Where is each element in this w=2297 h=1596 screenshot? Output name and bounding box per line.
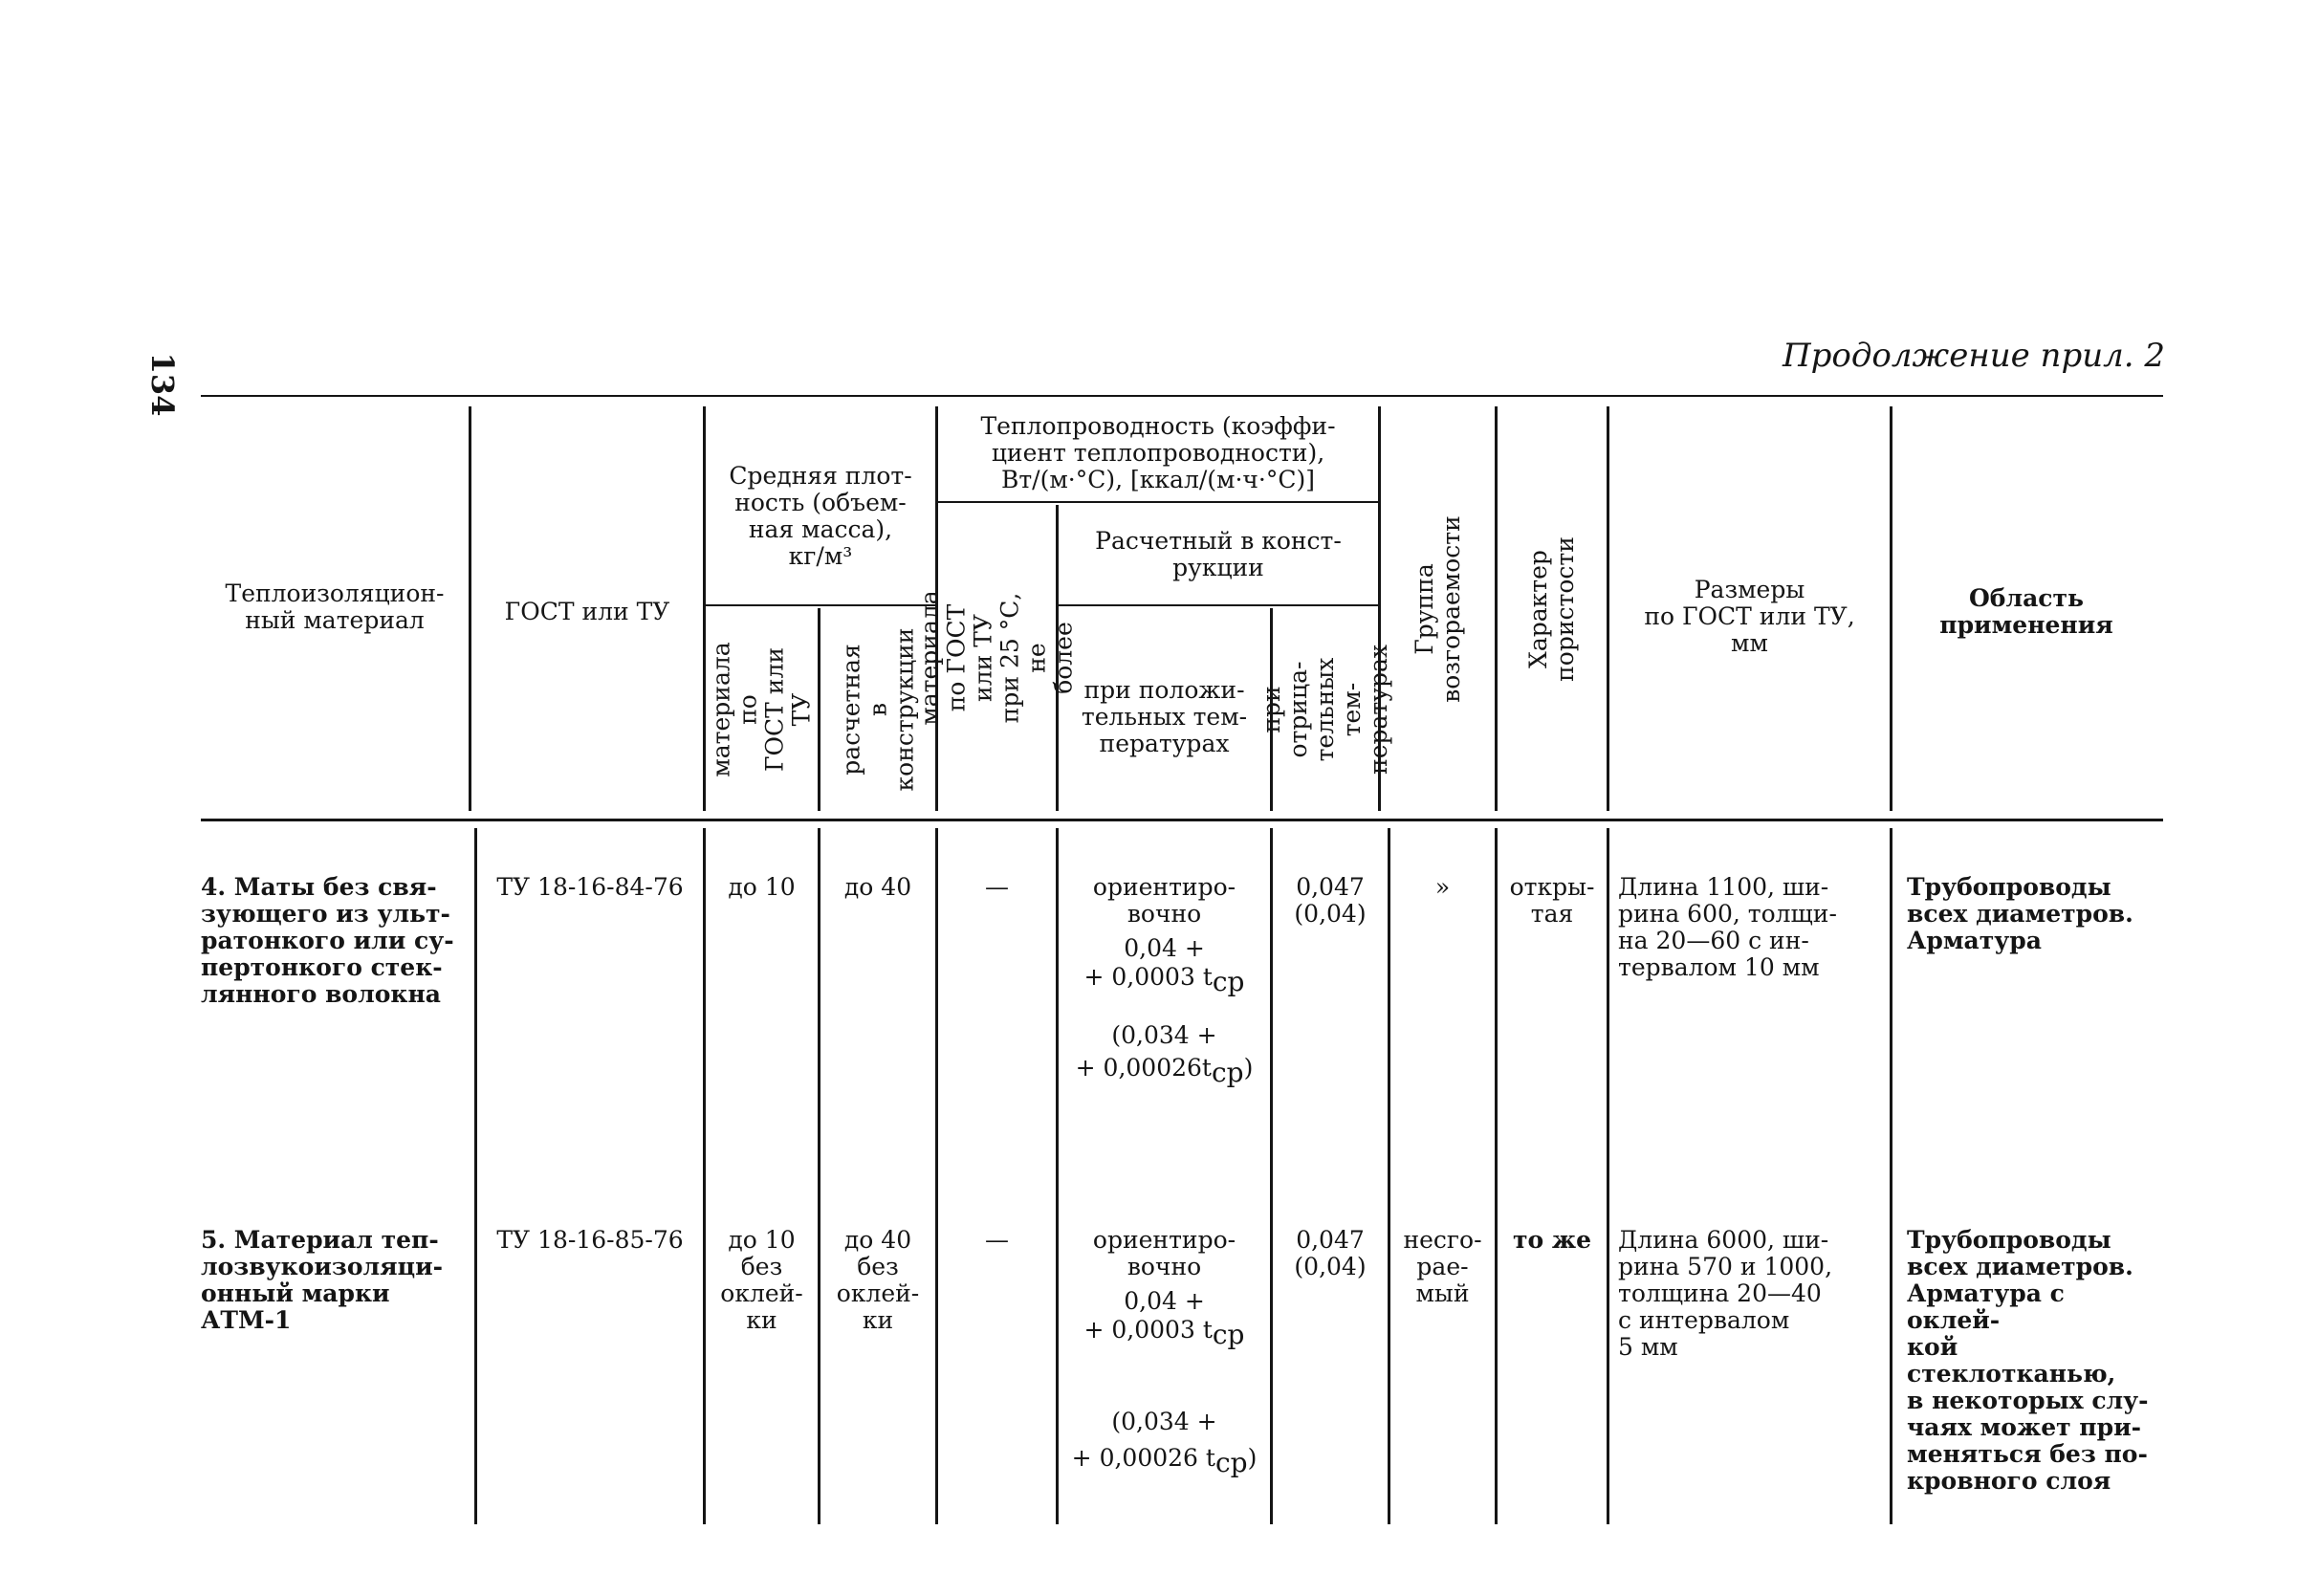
header-conductivity: Теплопроводность (коэффи- циент теплопроводности), Вт/(м·°С), [ккал/(м·ч·°С)]: [980, 412, 1336, 493]
row-5-dimensions: Длина 6000, ши- рина 570 и 1000, толщина 20—40 с интервалом 5 мм: [1618, 1226, 1833, 1361]
row-4-approx: ориентиро- вочно: [1092, 873, 1236, 928]
row-4-flammability: »: [1434, 873, 1451, 901]
body-divider-10: [1890, 828, 1892, 1524]
header-density: Средняя плот- ность (объем- ная масса), кг/м³: [729, 462, 912, 570]
row-5-density-material: до 10 без оклей- ки: [720, 1226, 803, 1334]
body-divider-8: [1495, 828, 1498, 1524]
row-4-formula-1b: + 0,0003 tср: [1083, 963, 1245, 997]
row-4-application: Трубопроводы всех диаметров. Арматура: [1907, 873, 2133, 954]
row-4-material: 4. Маты без свя- зующего из ульт- ратонкого или су- пертонкого стек- лянного волокна: [201, 873, 454, 1008]
top-rule: [201, 395, 2163, 397]
row-4-formula-2a: (0,034 +: [1111, 1021, 1217, 1049]
row-5-approx: ориентиро- вочно: [1092, 1226, 1236, 1280]
row-5-negative: 0,047 (0,04): [1294, 1226, 1367, 1280]
body-divider-3: [818, 828, 820, 1524]
header-density-design: расчетная в конструкции: [837, 627, 918, 792]
row-5-material: 5. Материал теп- лозвукоизоляци- онный марки АТМ-1: [201, 1226, 444, 1334]
row-4-density-material: до 10: [728, 873, 796, 901]
row-4-dimensions: Длина 1100, ши- рина 600, толщи- на 20—60 с ин- тервалом 10 мм: [1618, 873, 1837, 981]
row-5-conductivity-material: —: [985, 1226, 1009, 1254]
header-material: Теплоизоляцион- ный материал: [225, 579, 445, 634]
row-5-density-design: до 40 без оклей- ки: [836, 1226, 920, 1334]
row-4-formula-1a: 0,04 +: [1124, 934, 1205, 962]
body-divider-4: [935, 828, 938, 1524]
row-4-gost: ТУ 18-16-84-76: [496, 873, 684, 901]
row-4-density-design: до 40: [843, 873, 912, 901]
row-4-formula-2b: + 0,00026tср): [1075, 1054, 1254, 1088]
header-bottom-rule: [201, 819, 2163, 821]
design-subrule: [1059, 604, 1378, 606]
header-conductivity-positive: при положи- тельных тем- пературах: [1081, 676, 1248, 757]
row-5-porosity: то же: [1512, 1226, 1592, 1254]
conductivity-subrule: [938, 501, 1378, 503]
body-divider-7: [1388, 828, 1390, 1524]
row-5-formula-2a: (0,034 +: [1111, 1408, 1217, 1435]
header-density-material: материала по ГОСТ или ТУ: [707, 642, 816, 777]
body-divider-9: [1607, 828, 1609, 1524]
body-divider-2: [703, 828, 706, 1524]
header-porosity: Характер пористости: [1524, 536, 1580, 682]
row-5-application: Трубопроводы всех диаметров. Арматура с оклей- кой стеклотканью, в некоторых слу- чаях может при- меняться без по- кровного слоя: [1907, 1226, 2149, 1495]
page-number: 134: [144, 352, 181, 417]
row-4-porosity: откры- тая: [1509, 873, 1595, 928]
header-dimensions: Размеры по ГОСТ или ТУ, мм: [1644, 576, 1855, 657]
row-5-flammability: несго- рае- мый: [1403, 1226, 1482, 1307]
row-5-formula-2b: + 0,00026 tср): [1071, 1444, 1258, 1478]
row-4-conductivity-material: —: [985, 873, 1009, 901]
header-conductivity-negative: при отрица- тельных тем- пературах: [1258, 645, 1393, 775]
row-5-formula-1b: + 0,0003 tср: [1083, 1316, 1245, 1350]
header-application: Область применения: [1939, 584, 2113, 639]
header-flammability: Группа возгораемости: [1410, 514, 1465, 703]
row-5-gost: ТУ 18-16-85-76: [496, 1226, 684, 1254]
header-gost: ГОСТ или ТУ: [504, 598, 670, 625]
body-divider-6: [1270, 828, 1273, 1524]
body-divider-1: [474, 828, 477, 1524]
row-5-formula-1a: 0,04 +: [1124, 1287, 1205, 1315]
density-subrule: [706, 604, 938, 606]
row-4-negative: 0,047 (0,04): [1294, 873, 1367, 928]
running-head: Продолжение прил. 2: [1783, 337, 2165, 375]
header-conductivity-design: Расчетный в конст- рукции: [1095, 527, 1342, 581]
header-conductivity-material: материала по ГОСТ или ТУ при 25 °С, не более: [915, 590, 1078, 726]
